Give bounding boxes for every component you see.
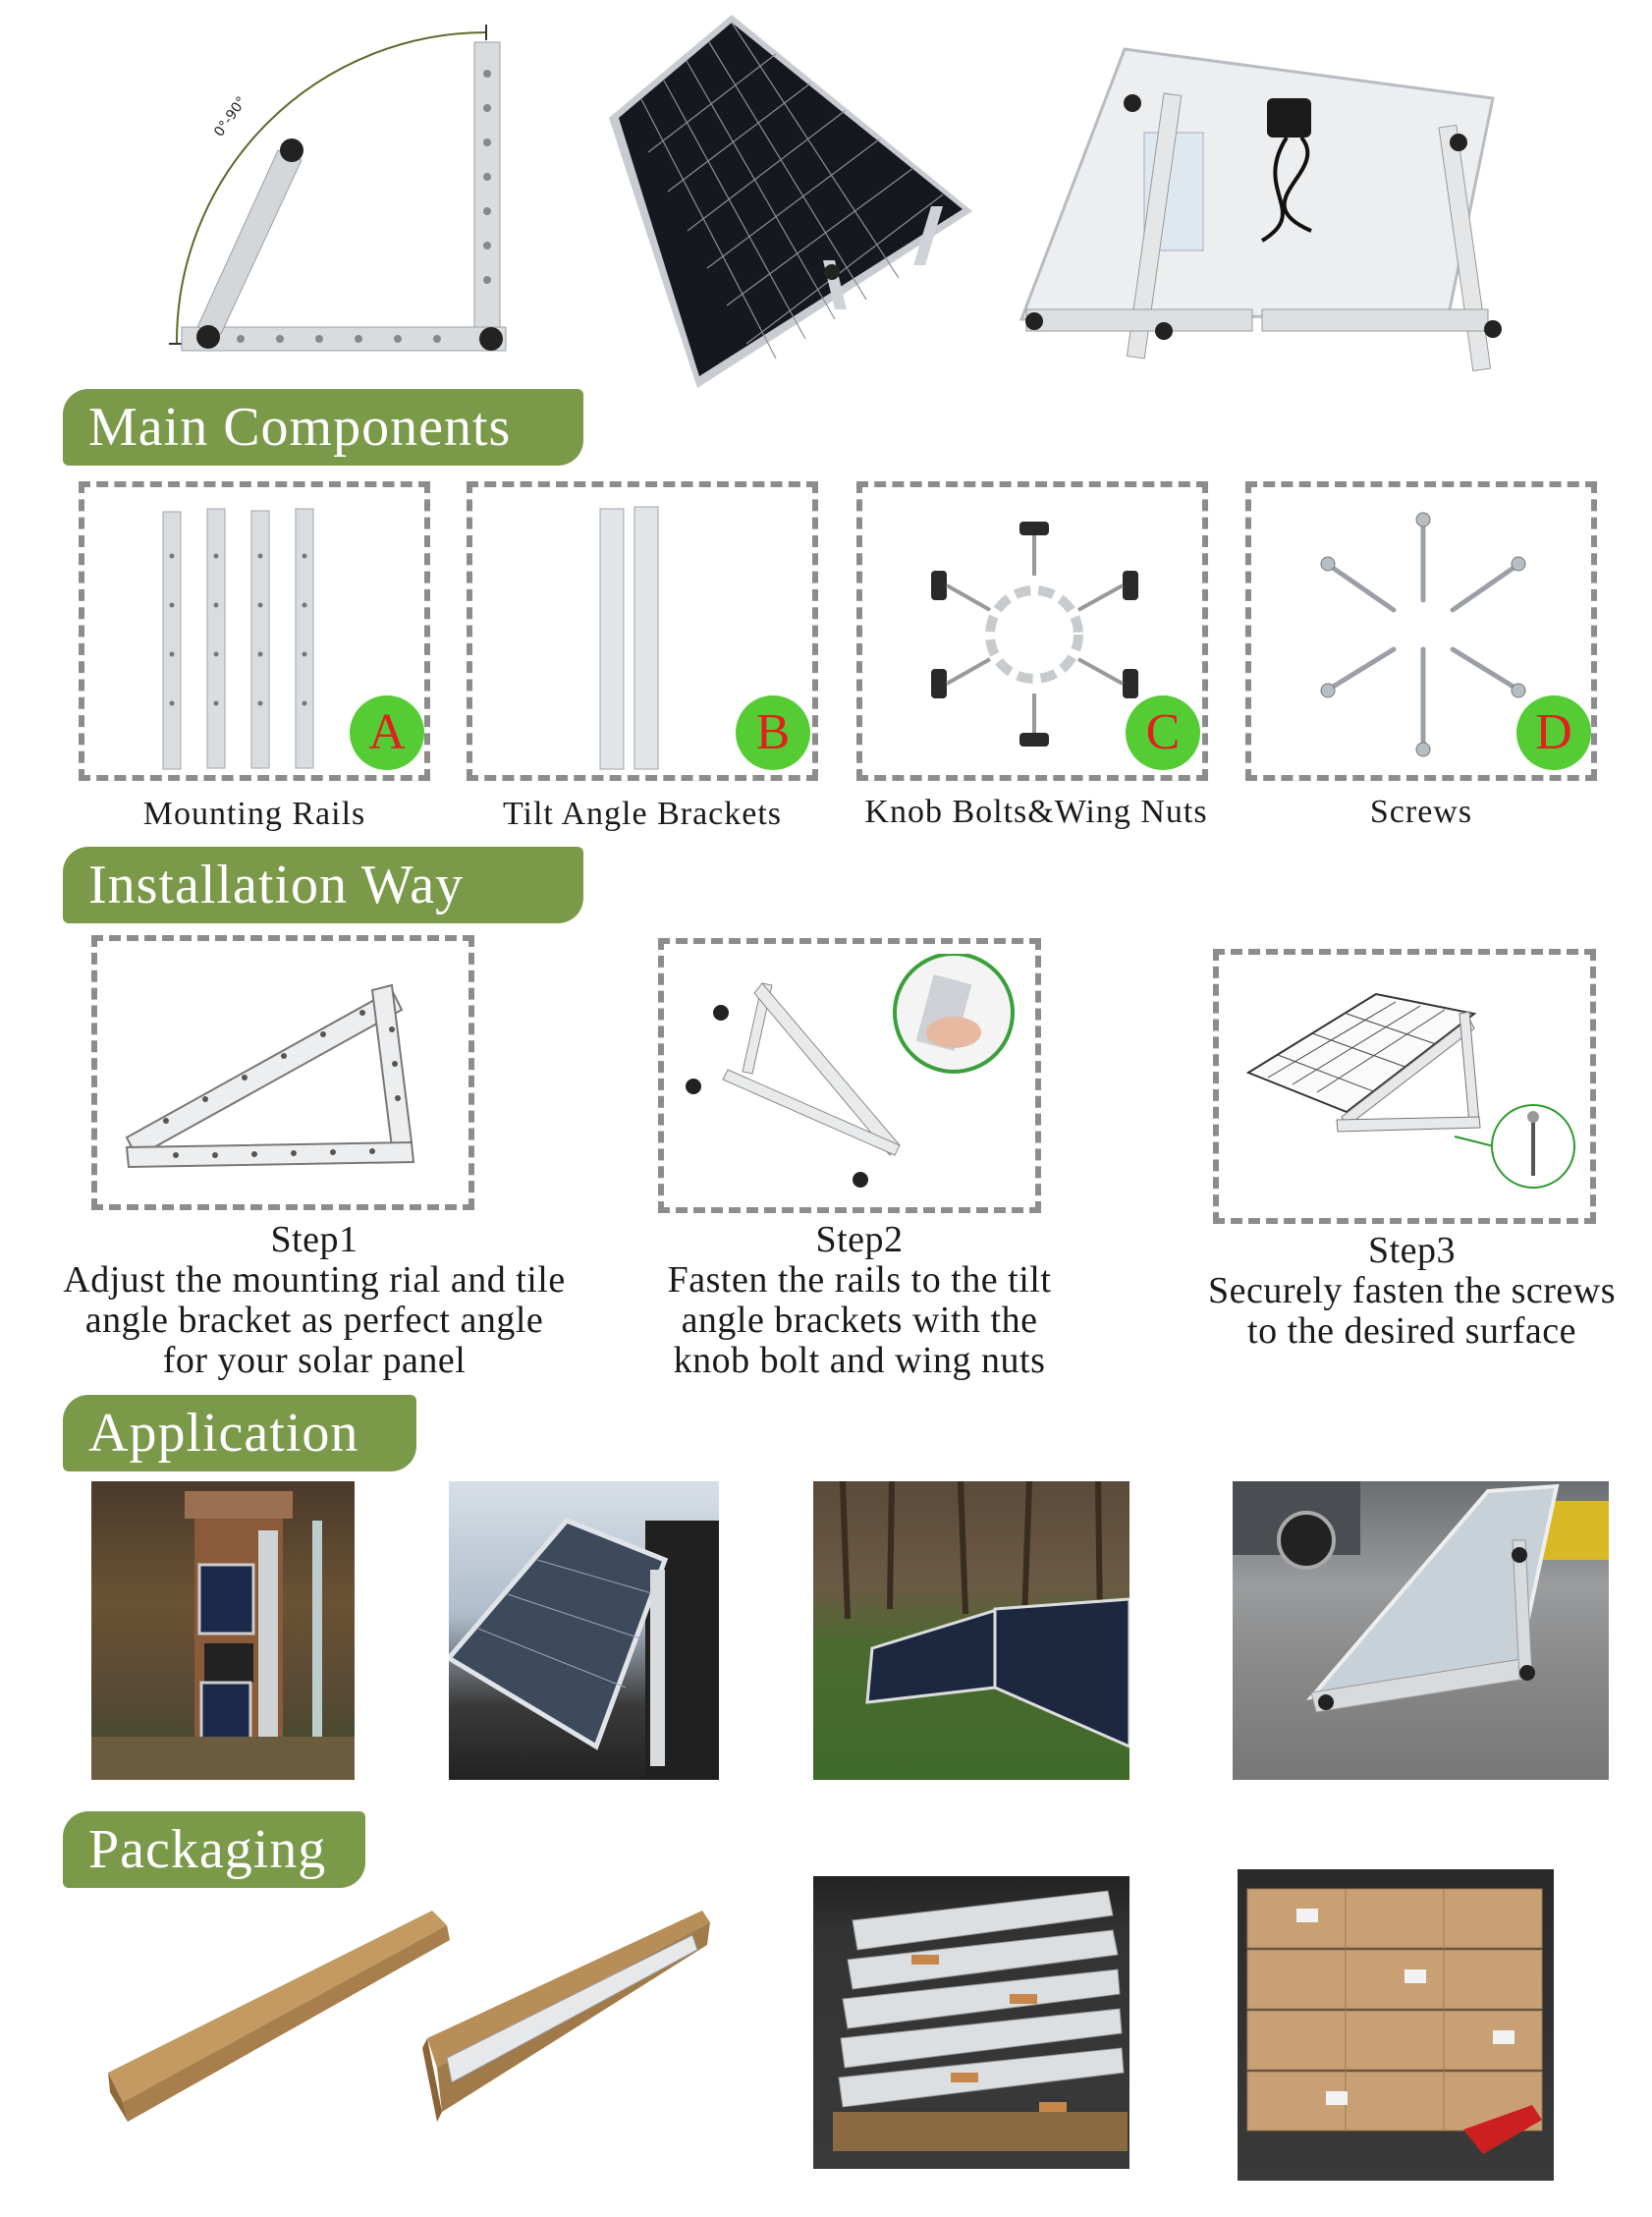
component-label-mounting-rails: Mounting Rails [142, 796, 366, 832]
step3-title: Step3 [1367, 1230, 1457, 1271]
installation-way-title: Installation Way [88, 855, 465, 915]
application-title: Application [88, 1403, 359, 1464]
component-letter-b: B [736, 695, 810, 770]
knob-bolts-image [921, 517, 1147, 752]
step1-line2: angle bracket as perfect angle [84, 1300, 544, 1341]
mounting-rails-image [153, 497, 350, 774]
hero-panel-back-image [1017, 44, 1517, 378]
step2-line3: knob bolt and wing nuts [673, 1340, 1046, 1381]
application-photo-field [813, 1481, 1129, 1780]
component-box-tilt-brackets [467, 481, 818, 781]
step3-text [1184, 1231, 1640, 1352]
step1-text [20, 1220, 609, 1381]
packaging-box-closed-image [98, 1911, 452, 2127]
step3-line1: Securely fasten the screws [1207, 1270, 1616, 1311]
component-letter-a: A [350, 695, 424, 770]
step1-title: Step1 [270, 1219, 358, 1260]
packaging-photo-pallet-rails [813, 1876, 1129, 2169]
packaging-photo-pallet-boxes [1238, 1869, 1554, 2181]
application-photo-trailer [449, 1481, 719, 1780]
hero-panel-front-image [589, 15, 982, 388]
step1-bracket-image [107, 951, 461, 1196]
step3-line2: to the desired surface [1247, 1310, 1576, 1352]
step2-title: Step2 [815, 1219, 904, 1260]
packaging-box-open-image [417, 1911, 712, 2127]
application-banner [63, 1395, 416, 1471]
step1-image-box [91, 935, 474, 1210]
component-label-screws: Screws [1369, 794, 1473, 830]
tilt-brackets-image [590, 497, 688, 774]
component-box-knob-bolts [856, 481, 1208, 781]
packaging-title: Packaging [88, 1819, 327, 1880]
application-photo-gravel [1233, 1481, 1609, 1780]
screws-image [1310, 502, 1536, 767]
application-photo-gate [91, 1481, 355, 1780]
main-components-title: Main Components [88, 397, 512, 458]
step2-text [570, 1220, 1149, 1381]
step2-bracket-image [674, 954, 1027, 1199]
component-letter-d: D [1516, 695, 1591, 770]
main-components-banner [63, 389, 583, 466]
step2-image-box [658, 938, 1041, 1213]
installation-way-banner [63, 847, 583, 923]
component-label-tilt-brackets: Tilt Angle Brackets [502, 796, 783, 832]
step3-panel-image [1239, 974, 1582, 1200]
component-box-mounting-rails [79, 481, 430, 781]
component-label-knob-bolts: Knob Bolts&Wing Nuts [864, 794, 1208, 830]
angle-label: 0°-90° [211, 93, 250, 140]
step2-line1: Fasten the rails to the tilt [667, 1259, 1052, 1301]
step2-line2: angle brackets with the [681, 1300, 1038, 1341]
component-box-screws [1245, 481, 1597, 781]
component-letter-c: C [1126, 695, 1200, 770]
step3-image-box [1213, 949, 1596, 1224]
step1-line1: Adjust the mounting rial and tile [63, 1259, 566, 1301]
step1-line3: for your solar panel [162, 1340, 467, 1381]
hero-bracket-angle-image [162, 15, 516, 368]
packaging-banner [63, 1811, 365, 1888]
